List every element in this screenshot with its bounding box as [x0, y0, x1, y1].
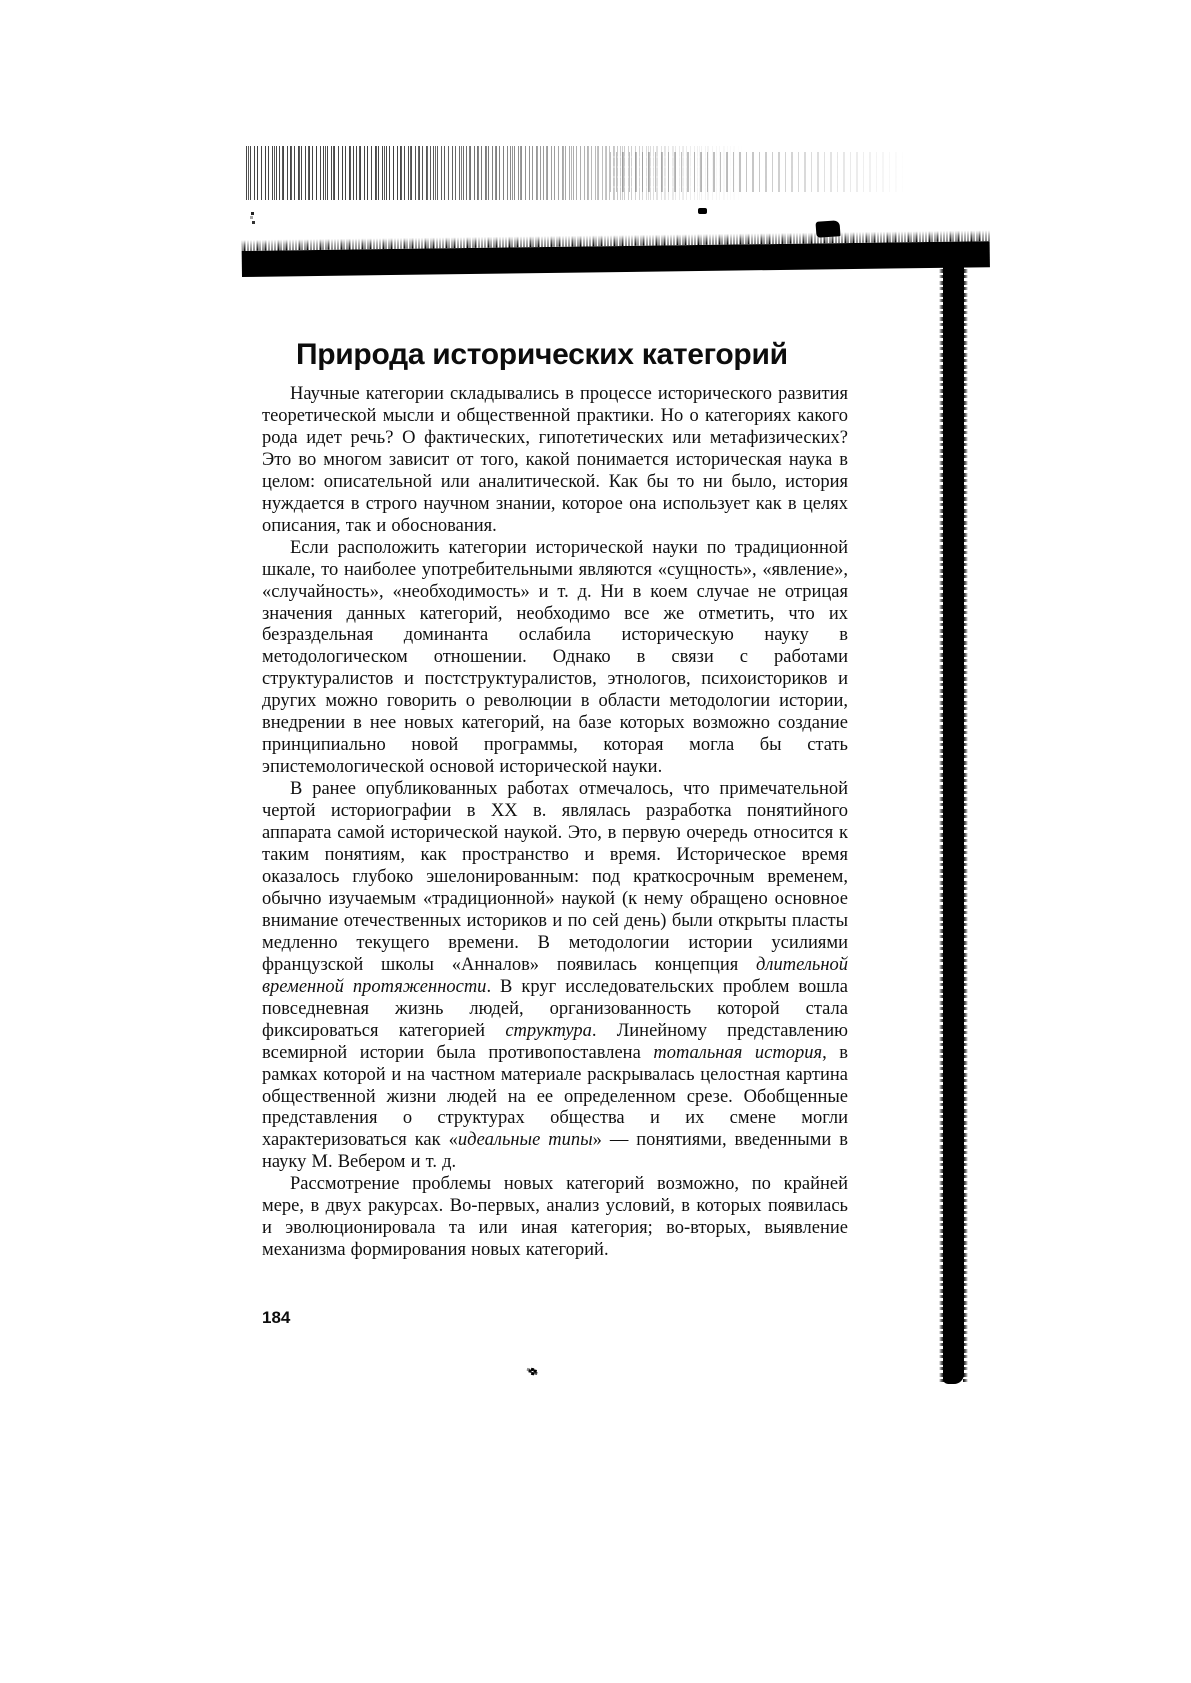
paragraph-3: [262, 779, 848, 1174]
text-run: В ранее опубликованных работах отмечалось, что примечательной чертой историографии в XX в. являлась разработка понятийного аппарата самой исторической наукой. Это, в первую очередь относится к таким понятиям, как пространство и время. Историческое время оказалось глубоко эшелонированным: под краткосрочным временем, обычно изучаемым «традиционной» наукой (к нему обращено основное внимание отечественных историков и по сей день) были открыты пласты медленно текущего времени. В методологии истории усилиями французской школы «Анналов» появилась концепция: [262, 779, 848, 975]
page-number: 184: [262, 1308, 291, 1327]
scan-speck-mark: [531, 1368, 535, 1372]
paragraph-4: [262, 1174, 848, 1262]
paragraph-2: [262, 538, 848, 779]
scan-smudge-2: [698, 208, 707, 214]
scan-noise-patch-2: [610, 152, 910, 192]
article-text-column: [262, 338, 848, 1262]
right-black-bar: [939, 263, 968, 1384]
right-bar-right-fringe: [963, 263, 968, 1382]
paragraph-1: [262, 384, 848, 538]
text-run: » — понятиями, введенными в науку М. Вебером и т. д.: [262, 1130, 848, 1173]
top-black-bar: [242, 230, 990, 277]
text-run-italic: идеальные типы: [457, 1130, 593, 1151]
text-run: Если расположить категории исторической науки по традиционной шкале, то наиболее употребительными являются «сущность», «явление», «случайность», «необходимость» и т. д. Ни в коем случае не отрицая значения данных категорий, необходимо все же отметить, что их безраздельная доминанта ослабила историческую науку в методологическом отношении. Однако в связи с работами структуралистов и постструктуралистов, этнологов, психоисториков и других можно говорить о революции в области методологии истории, внедрении в нее новых категорий, на базе которых возможно создание принципиально новой программы, которая могла бы стать эпистемологической основой исторической науки.: [262, 537, 848, 778]
article-title: Природа исторических категорий: [296, 338, 788, 371]
text-run: Научные категории складывались в процессе исторического развития теоретической мысли и общественной практики. Но о категориях какого рода идет речь? О фактических, гипотетических или метафизических? Это во многом зависит от того, какой понимается историческая наука в целом: описательной или аналитической. Как бы то ни было, история нуждается в строго научном знании, которое она использует как в целях описания, так и обоснования.: [262, 384, 848, 536]
right-bar-solid: [943, 263, 964, 1384]
text-run-italic: длительной временной протяженности: [262, 954, 848, 997]
text-run-italic: структура: [505, 1020, 592, 1041]
scan-speck-dots: [251, 212, 254, 215]
text-run: . Линейному представлению всемирной истории была противопоставлена: [262, 1020, 848, 1063]
text-run: . В круг исследовательских проблем вошла повседневная жизнь людей, организованность которой стала фиксироваться категорией: [262, 976, 848, 1041]
text-run-italic: тотальная история: [653, 1042, 823, 1063]
text-run: Рассмотрение проблемы новых категорий возможно, по крайней мере, в двух ракурсах. Во-первых, анализ условий, в которых появилась и эволюционировала та или иная категория; во-вторых, выявление механизма формирования новых категорий.: [262, 1174, 848, 1261]
text-run: , в рамках которой и на частном материале раскрывалась целостная картина общественной жизни людей на ее определенном срезе. Обобщенные представления о структурах общества и их смене могли характеризоваться как «: [262, 1042, 848, 1151]
